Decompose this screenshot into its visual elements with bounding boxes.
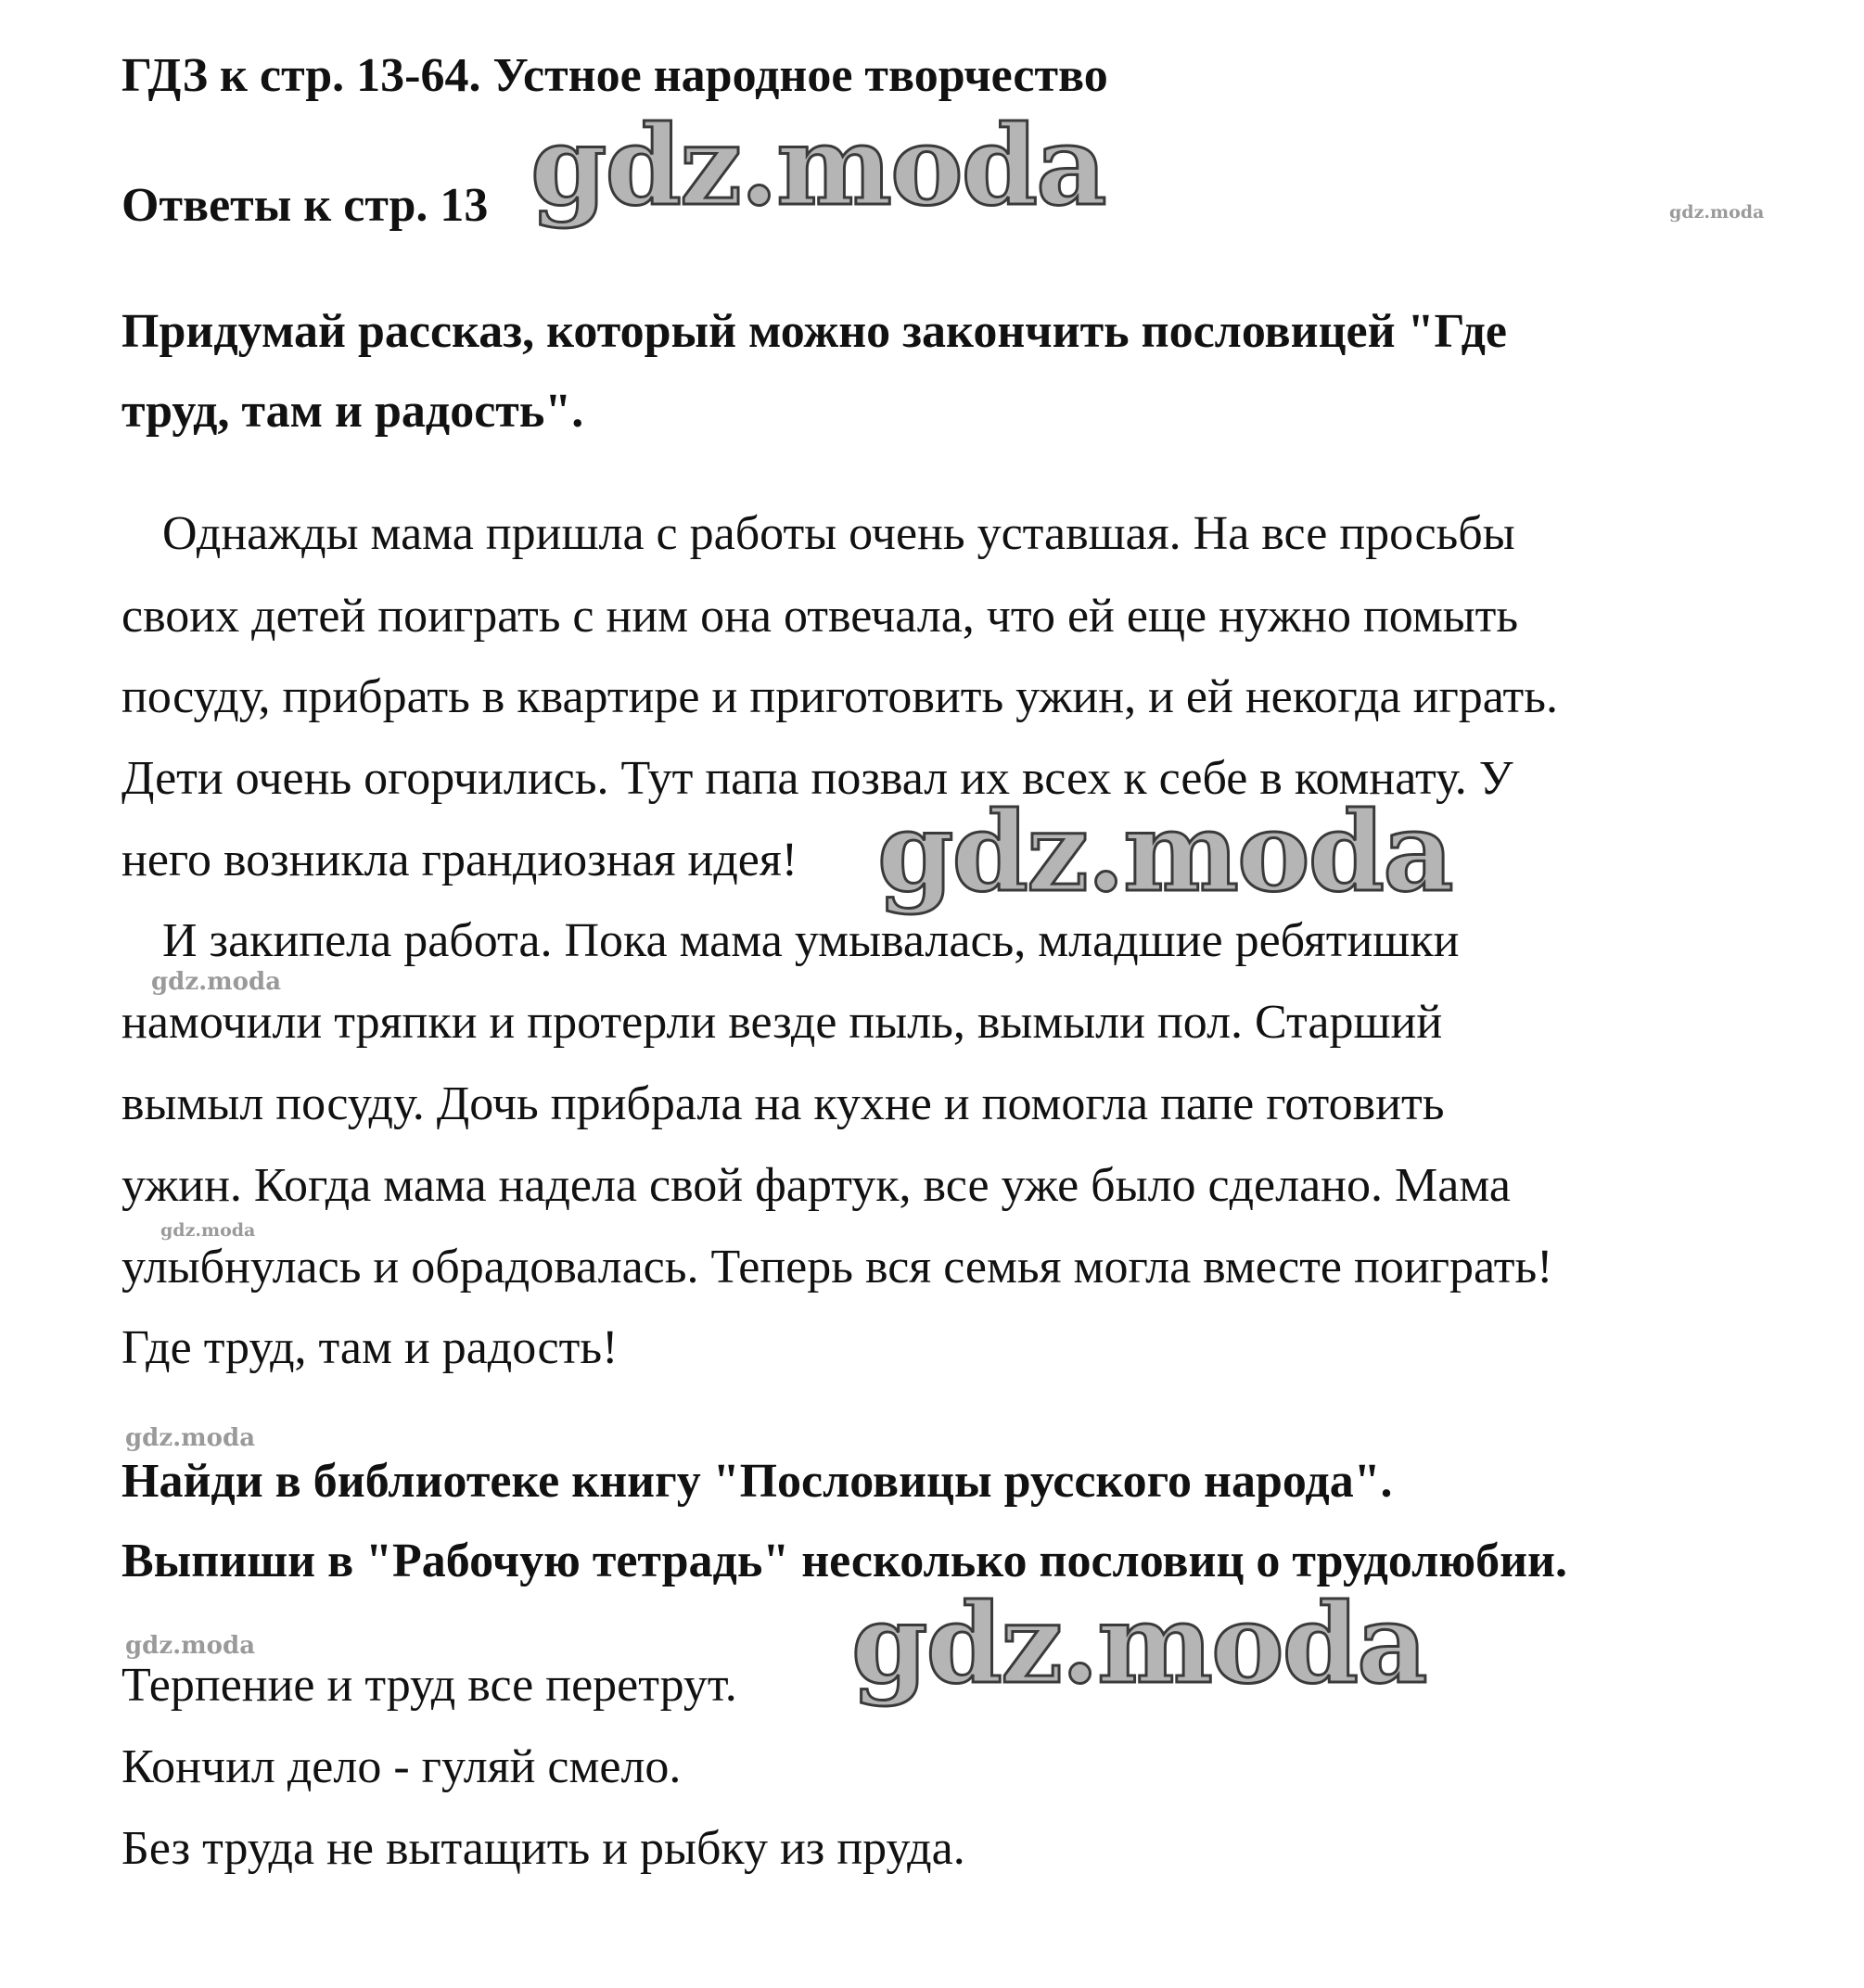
story-line: вымыл посуду. Дочь прибрала на кухне и помогла папе готовить xyxy=(121,1077,1445,1130)
story-line: Однажды мама пришла с работы очень уставшая. На все просьбы xyxy=(162,507,1515,560)
story-line: намочили тряпки и протерли везде пыль, вымыли пол. Старший xyxy=(121,996,1443,1049)
task-1-line-1: Придумай рассказ, который можно закончить пословицей "Где xyxy=(121,305,1508,358)
watermark-text: gdz.moda xyxy=(125,1424,256,1452)
watermark-text: gdz.moda xyxy=(151,968,282,996)
story-line: И закипела работа. Пока мама умывалась, младшие ребятишки xyxy=(162,914,1460,967)
proverb-item: Терпение и труд все перетрут. xyxy=(121,1659,737,1712)
watermark-logo: gdz.moda xyxy=(530,101,1105,230)
story-line: него возникла грандиозная идея! xyxy=(121,834,798,886)
task-2-line-2: Выпиши в "Рабочую тетрадь" несколько пословиц о трудолюбии. xyxy=(121,1535,1568,1587)
proverb-item: Без труда не вытащить и рыбку из пруда. xyxy=(121,1822,965,1875)
story-line: Где труд, там и радость! xyxy=(121,1321,619,1374)
watermark-text: gdz.moda xyxy=(1669,202,1765,223)
page-subtitle: Ответы к стр. 13 xyxy=(121,179,489,232)
story-line: Дети очень огорчились. Тут папа позвал их всех к себе в комнату. У xyxy=(121,752,1513,805)
watermark-text: gdz.moda xyxy=(125,1632,256,1660)
watermark-text: gdz.moda xyxy=(160,1220,256,1241)
watermark-logo: gdz.moda xyxy=(877,787,1452,916)
task-2-line-1: Найди в библиотеке книгу "Пословицы русского народа". xyxy=(121,1455,1393,1508)
story-line: посуду, прибрать в квартире и приготовить ужин, и ей некогда играть. xyxy=(121,670,1558,723)
watermark-logo: gdz.moda xyxy=(851,1579,1426,1708)
story-line: своих детей поиграть с ним она отвечала, что ей еще нужно помыть xyxy=(121,590,1519,643)
task-1-line-2: труд, там и радость". xyxy=(121,385,584,438)
page-title: ГДЗ к стр. 13-64. Устное народное творчество xyxy=(121,49,1108,102)
story-line: улыбнулась и обрадовалась. Теперь вся семья могла вместе поиграть! xyxy=(121,1241,1553,1293)
proverb-item: Кончил дело - гуляй смело. xyxy=(121,1740,682,1793)
story-line: ужин. Когда мама надела свой фартук, все уже было сделано. Мама xyxy=(121,1159,1511,1212)
